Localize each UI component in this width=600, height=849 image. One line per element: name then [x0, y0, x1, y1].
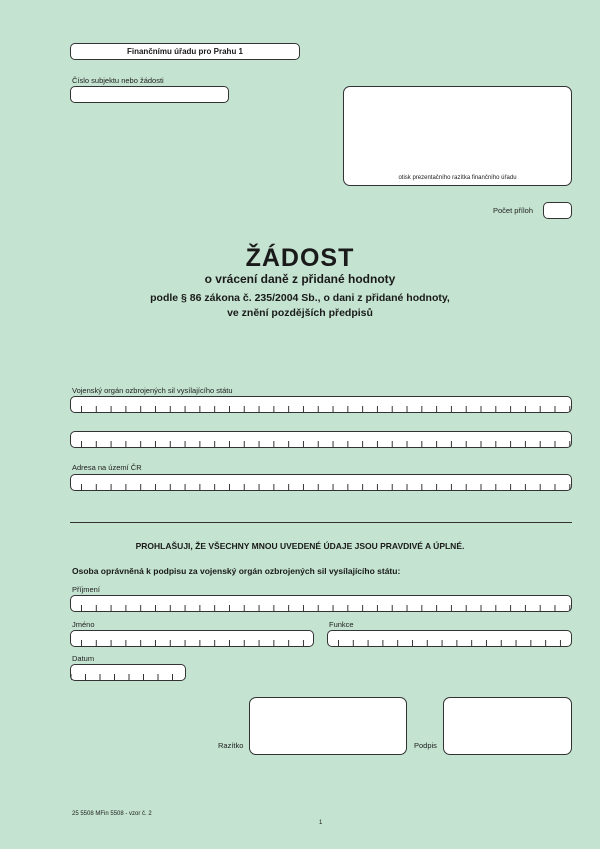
char-ticks: [71, 441, 571, 447]
date-label: Datum: [72, 654, 95, 663]
char-ticks: [328, 640, 571, 646]
signer-heading: Osoba oprávněná k podpisu za vojenský orgán ozbrojených sil vysílajícího státu:: [72, 566, 401, 576]
title-sub-1: o vrácení daně z přidané hodnoty: [204, 272, 396, 286]
form-code: 25 5508 MFin 5508 - vzor č. 2: [72, 811, 152, 817]
attachments-label: Počet příloh: [493, 206, 534, 215]
function-field[interactable]: [327, 630, 572, 647]
address-label: Adresa na území ČR: [72, 463, 142, 472]
section-divider: [70, 522, 572, 523]
stamp-caption: otisk prezentačního razítka finančního úřadu: [398, 175, 517, 181]
surname-field[interactable]: [70, 595, 572, 612]
function-label: Funkce: [329, 620, 354, 629]
subject-number-field[interactable]: [70, 86, 229, 103]
official-stamp-box[interactable]: [249, 697, 407, 755]
stamp-label: Razítko: [218, 741, 244, 750]
signature-label: Podpis: [414, 741, 437, 750]
page-number: 1: [319, 820, 323, 826]
military-body-field-1[interactable]: [70, 396, 572, 413]
char-ticks: [71, 674, 185, 680]
char-ticks: [71, 406, 571, 412]
office-box: [70, 43, 300, 60]
military-body-field-2[interactable]: [70, 431, 572, 448]
firstname-field[interactable]: [70, 630, 314, 647]
military-body-label: Vojenský orgán ozbrojených sil vysílajícího státu: [72, 386, 233, 395]
date-field[interactable]: [70, 664, 186, 681]
title-sub-2: podle § 86 zákona č. 235/2004 Sb., o dani z přidané hodnoty,: [150, 292, 450, 304]
attachments-field[interactable]: [543, 202, 572, 219]
office-box-text: Finančnímu úřadu pro Prahu 1: [126, 47, 243, 56]
title-sub-3: ve znění pozdějších předpisů: [227, 307, 373, 319]
char-ticks: [71, 484, 571, 490]
firstname-label: Jméno: [72, 620, 95, 629]
address-field[interactable]: [70, 474, 572, 491]
surname-label: Příjmení: [72, 585, 100, 594]
char-ticks: [71, 640, 313, 646]
declaration-statement: PROHLAŠUJI, ŽE VŠECHNY MNOU UVEDENÉ ÚDAJE JSOU PRAVDIVÉ A ÚPLNÉ.: [135, 541, 465, 551]
signature-box[interactable]: [443, 697, 572, 755]
registry-stamp-box: [343, 86, 572, 186]
subject-number-label: Číslo subjektu nebo žádosti: [72, 76, 164, 85]
title-main: ŽÁDOST: [245, 244, 355, 272]
char-ticks: [71, 605, 571, 611]
